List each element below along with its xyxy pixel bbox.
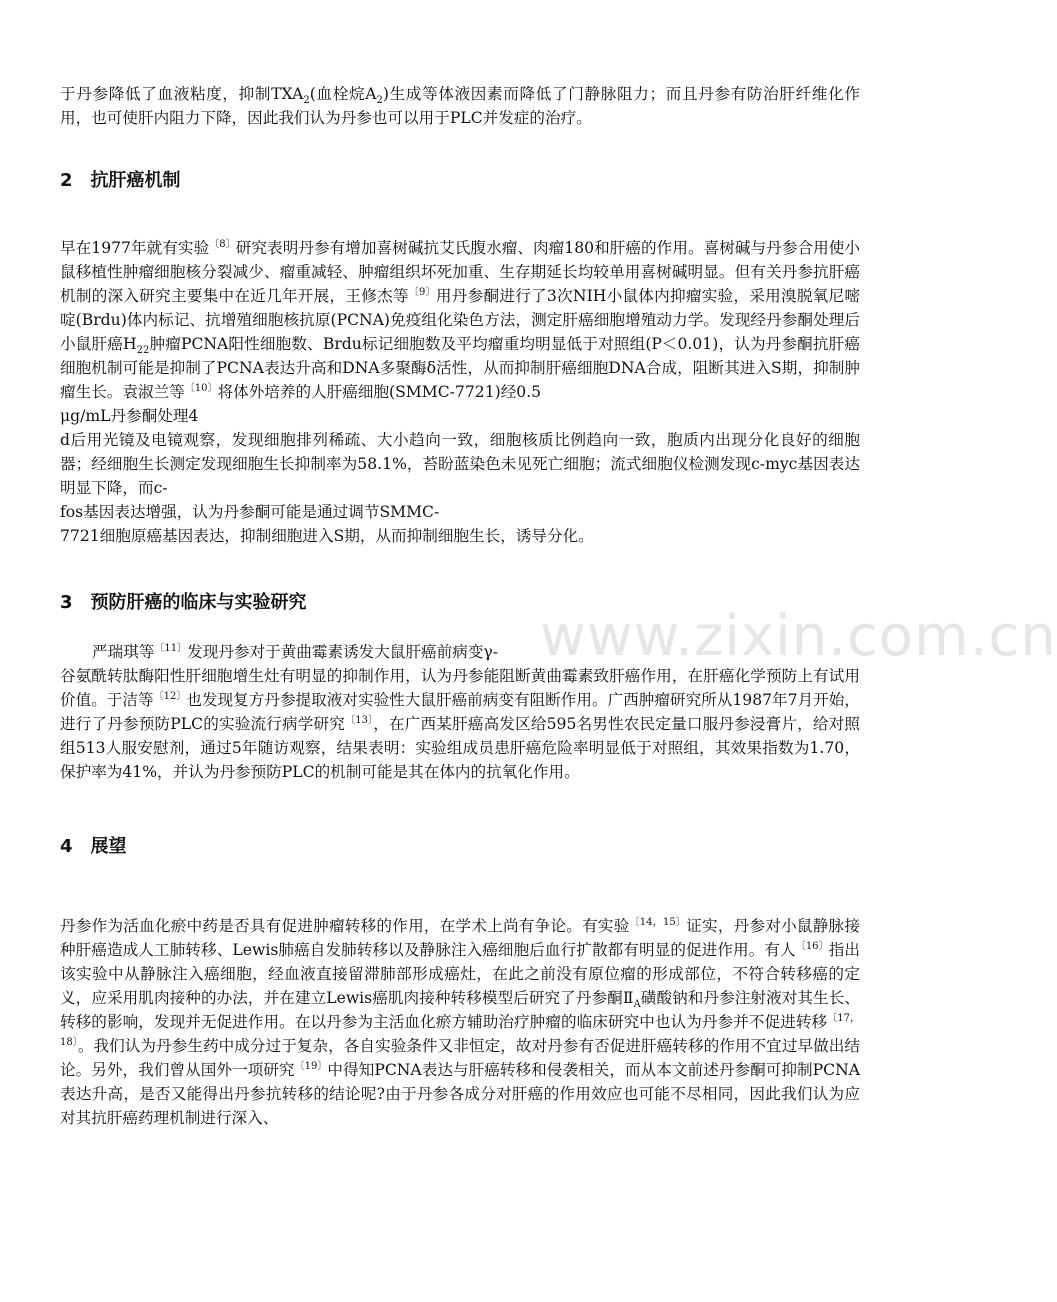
- text-run: μg/mL丹参酮处理4: [60, 407, 199, 425]
- text-run: ，结果表明：实验组成员患肝癌危险率明显低于对照组，其效果指数为1.70，保护率为41%，并认为丹参预防PLC的机制可能是其在体内的抗氧化作用。: [60, 739, 860, 781]
- citation: 〔14，15〕: [629, 916, 687, 928]
- text-run: 指出该实验中从静脉注入癌细胞，经血液直接留滞肺部形成癌灶，在此之前没有原位瘤的形成部位，不符合转移癌的定义，应采用肌肉接种的办法，并在建立Lewis癌肌肉接种转移模型后研究了丹参酮Ⅱ: [60, 941, 860, 1007]
- document-page: [60, 82, 860, 1130]
- section-2-heading: 2 抗肝癌机制: [60, 170, 181, 191]
- text-run: 证实: [686, 917, 718, 935]
- watermark-text: www.zixin.com.cn: [540, 604, 1057, 669]
- subscript: 2: [376, 95, 383, 107]
- text-run: 7721细胞原癌基因表达，抑制细胞进入S期，从而抑制细胞生长，诱导分化。: [60, 527, 594, 545]
- section-2-paragraph: [60, 236, 860, 548]
- text-run: 中得知PCNA表达与肝癌转移和侵袭相关，而从本文前述丹参酮可抑制PCNA表达升高，是否又能得出丹参抗转移的结论呢?由于丹参各成分对肝癌的作用效应也可能不尽相同，因此我们认为应对其抗肝癌药理机制进行深入、: [60, 1061, 860, 1127]
- text-run: 谷氨酰转肽酶阳性肝细胞增生灶有明显的抑制作用，认为丹参能阻断黄曲霉素致肝癌作用，在肝癌化学预防上有试用价值。于洁等: [60, 667, 860, 709]
- text-run: )生成等体液因素而降低了门静脉阻力；而且丹参有防治肝纤维化作用，也可使肝内阻力下降，因此我们认为丹参也可以用于PLC并发症的治疗。: [60, 85, 860, 127]
- citation: 〔8〕: [209, 238, 236, 250]
- text-run: 严瑞琪等: [92, 643, 155, 661]
- text-run: 发现丹参对于黄曲霉素诱发大鼠肝癌前病变γ-: [187, 643, 498, 661]
- section-3-paragraph: [60, 640, 860, 784]
- citation: 〔9〕: [408, 286, 436, 298]
- text-run: 早在1977年就有实验: [60, 239, 210, 257]
- subscript: 22: [136, 345, 150, 357]
- citation: 〔16〕: [795, 940, 829, 952]
- text-run: ，在广西某肝癌高发区给595名男性农民定量口服丹参浸膏片，给对照组513人服安慰剂，通过5年随访观察: [60, 715, 860, 757]
- citation: 〔12〕: [153, 690, 187, 702]
- text-run: 也发现复方丹参提取液对实验性大鼠肝癌前病变有阻断作用。广西肿瘤研究所从1987年7月开始，进行了丹参预防PLC的实验流行病学研究: [60, 691, 860, 733]
- subscript: 2: [303, 95, 310, 107]
- text-run: 。我们认为丹参生药中成分过于复杂，各自实验条件又非恒定，故对丹参有否促进肝癌转移的作用不宜过早做出结论。另外，我们曾从国外一项研究: [60, 1037, 860, 1079]
- subscript: A: [633, 999, 641, 1011]
- citation: 〔10〕: [184, 382, 218, 394]
- text-run: 于丹参降低了血液粘度，抑制TXA: [60, 85, 304, 103]
- text-run: (血栓烷A: [309, 85, 377, 103]
- text-run: 研究表明丹参有增加喜树碱抗艾氏腹水瘤、肉瘤180和肝癌的作用。喜树碱与丹参合用使小鼠移植性肿瘤细胞核分裂减少、瘤重减轻、肿瘤组织坏死加重、生存期延长均较单用喜树碱明显。但有关丹参抗肝癌机制的深入研究主要集中在近几年开展，王修杰等: [60, 239, 860, 305]
- intro-paragraph: [60, 82, 860, 130]
- section-3-heading: 3 预防肝癌的临床与实验研究: [60, 592, 307, 613]
- text-run: ；流式细胞仪检测发现c-myc基因表达明显下降，而c-: [60, 455, 860, 497]
- text-run: 将体外培养的人肝癌细胞(SMMC-7721)经0.5: [217, 383, 542, 401]
- citation: 〔17，18〕: [60, 1012, 860, 1048]
- citation: 〔13〕: [345, 714, 374, 726]
- text-run: 磺酸钠和丹参注射液对其生长、转移的影响，发现并无促进作用。在以丹参为主活血化瘀方辅助治疗肿瘤的临床研究中也认为丹参并不促进转移: [60, 989, 860, 1031]
- citation: 〔11〕: [154, 642, 188, 654]
- text-run: 丹参作为活血化瘀中药是否具有促进肿瘤转移的作用，在学术上尚有争论。有实验: [60, 917, 630, 935]
- text-run: 肿瘤PCNA阳性细胞数、Brdu标记细胞数及平均瘤重均明显低于对照组(P＜0.01)，认为丹参酮抗肝癌细胞机制可能是抑制了PCNA表达升高和DNA多聚酶δ活性，从而抑制肝癌细胞DNA合成，阻断其进入S期，抑制肿瘤生长。袁淑兰等: [60, 335, 860, 401]
- text-run: 用丹参酮进行了3次NIH小鼠体内抑瘤实验，采用溴脱氧尼嘧啶(Brdu)体内标记、抗增殖细胞核抗原(PCNA)免疫组化染色方法，测定肝癌细胞增殖动力学。发现经丹参酮处理后小鼠肝癌H: [60, 287, 860, 353]
- text-run: d后用光镜及电镜观察，发现细胞排列稀疏、大小趋向一致，细胞核质比例趋向一致，胞质内出现分化良好的细胞器；经细胞生长测定发现细胞生长抑制率为58.1%，苔盼蓝染色未见死亡细胞: [60, 431, 860, 473]
- text-run: ，丹参对小鼠静脉接种肝癌造成人工肺转移、Lewis肺癌自发肺转移以及静脉注入癌细胞后血行扩散都有明显的促进作用。有人: [60, 917, 860, 959]
- section-4-heading: 4 展望: [60, 836, 127, 857]
- section-4-paragraph: [60, 914, 860, 1130]
- citation: 〔19〕: [294, 1060, 328, 1072]
- text-run: fos基因表达增强，认为丹参酮可能是通过调节SMMC-: [60, 503, 440, 521]
